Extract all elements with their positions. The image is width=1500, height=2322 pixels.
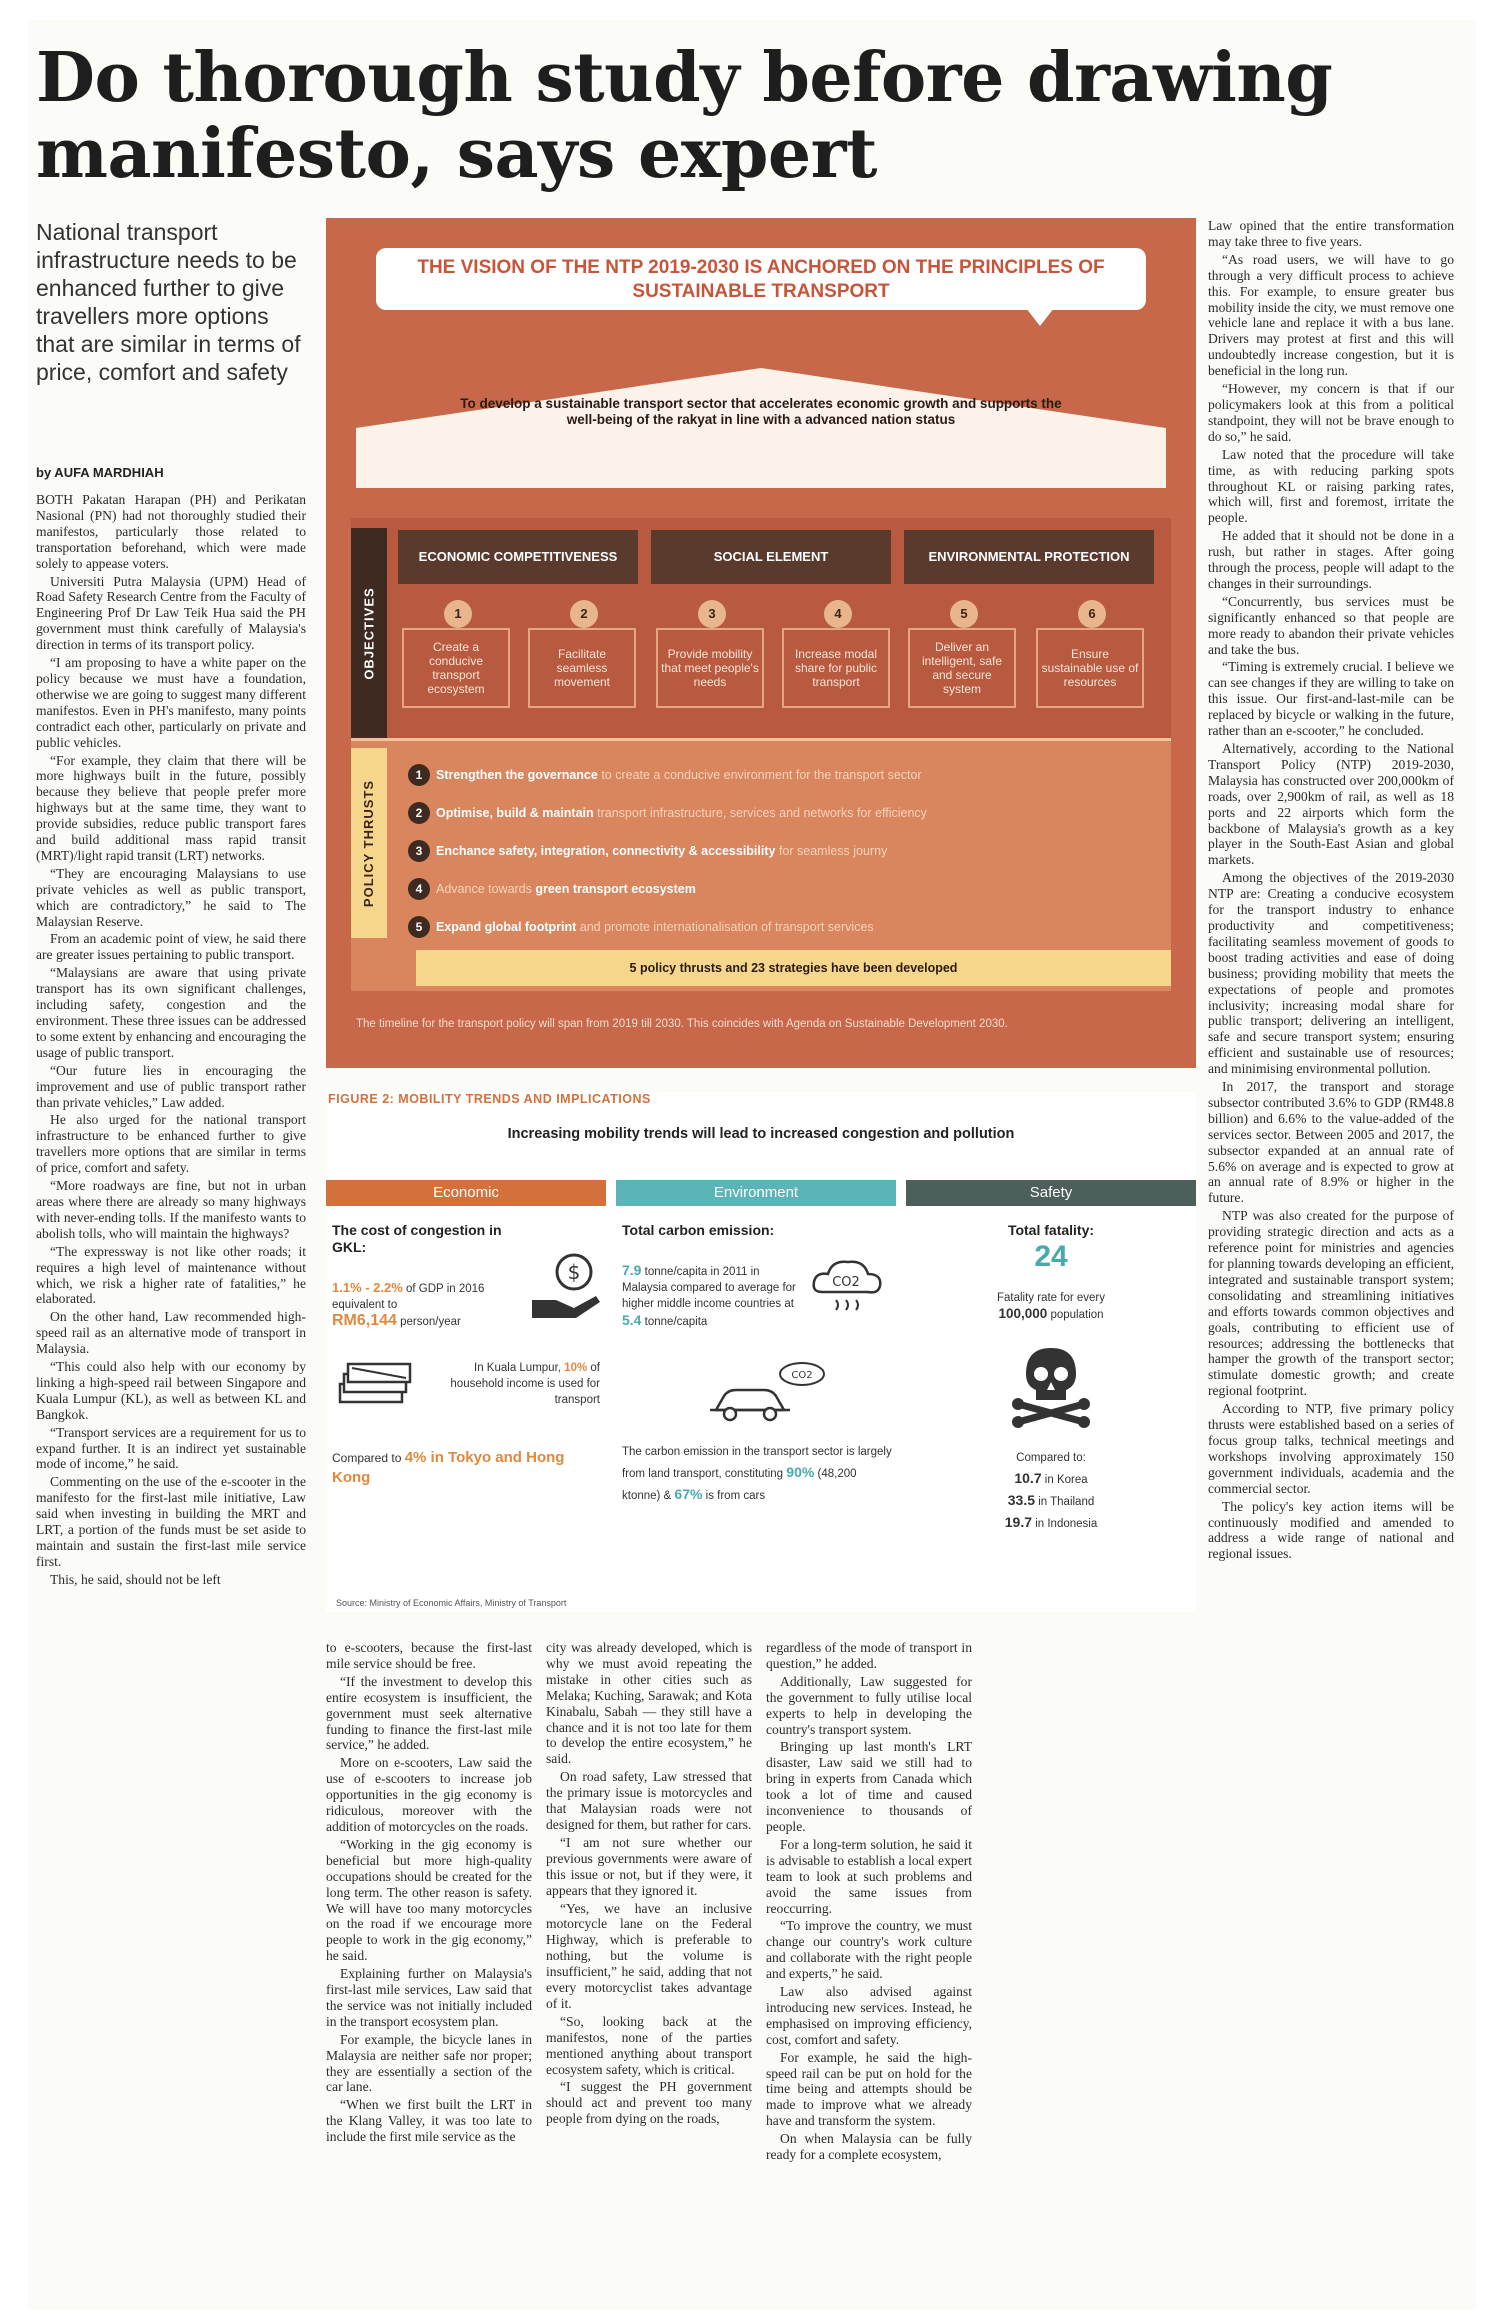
objective-number: 4 [824, 600, 852, 628]
thrust-item: Expand global footprint and promote internationalisation of transport services [436, 920, 874, 934]
article-paragraph: Alternatively, according to the National Transport Policy (NTP) 2019-2030, Malaysia has constructed over 200,000km of roads, over 2,900km of rail, as well as 18 ports and 22 airports which form the backbone of Malaysia's growth as a key player in the South-East Asian and global markets. [1208, 741, 1454, 868]
objective-box: Provide mobility that meet people's needs [656, 628, 764, 708]
article-paragraph: Bringing up last month's LRT disaster, Law said we still had to bring in experts from Canada which took a lot of time and caused inconvenience to thousands of people. [766, 1739, 972, 1834]
article-paragraph: “Our future lies in encouraging the improvement and use of public transport rather than private vehicles,” Law added. [36, 1062, 306, 1110]
svg-text:CO2: CO2 [832, 1275, 860, 1290]
objective-number: 2 [570, 600, 598, 628]
article-paragraph: city was already developed, which is why we must avoid repeating the mistake in other cities such as Melaka; Kuching, Sarawak; and Kota Kinabalu, Sabah — they still have a chance and it is not too late for them to develop the entire ecosystem,” he said. [546, 1640, 752, 1767]
column-2 [326, 1640, 532, 2147]
article-paragraph: “When we first built the LRT in the Klang Valley, it was too late to include the first mile service as the [326, 2097, 532, 2145]
thrust-item: Strengthen the governance to create a conducive environment for the transport sector [436, 768, 922, 782]
congestion-heading: The cost of congestion in GKL: [332, 1222, 502, 1255]
fatality-heading: Total fatality: [1007, 1222, 1095, 1238]
objective-box: Ensure sustainable use of resources [1036, 628, 1144, 708]
article-paragraph: For example, the bicycle lanes in Malaysia are neither safe nor proper; they are essentially a section of the car lane. [326, 2031, 532, 2095]
objective-box: Create a conducive transport ecosystem [402, 628, 510, 708]
article-paragraph: From an academic point of view, he said there are greater issues pertaining to public transport. [36, 931, 306, 963]
thrust-item: Optimise, build & maintain transport infrastructure, services and networks for efficiency [436, 806, 927, 820]
article-paragraph: On road safety, Law stressed that the primary issue is motorcycles and that Malaysian roads were not designed for them, but rather for cars. [546, 1769, 752, 1832]
article-paragraph: In 2017, the transport and storage subsector contributed 3.6% to GDP (RM48.8 billion) and 6.6% to the value-added of the services sector. Between 2005 and 2017, the subsector expanded at an annual rate of 5.6% on average and is expected to grow at an annual rate of 8.9% or higher in the future. [1208, 1079, 1454, 1206]
objective-box: Deliver an intelligent, safe and secure system [908, 628, 1016, 708]
article-paragraph: Commenting on the use of the e-scooter in the manifesto for the first-last mile initiative, Law said when investing in building the MRT and LRT, a portion of the funds must be set aside to maintain and sustain the first-last mile service first. [36, 1474, 306, 1569]
thrust-item: Advance towards green transport ecosystem [436, 882, 696, 896]
article-paragraph: “Malaysians are aware that using private transport has its own significant challenges, including safety, congestion and the environment. These three issues can be addressed to some extent by enhancing and encouraging the usage of public transport. [36, 965, 306, 1060]
article-paragraph: Explaining further on Malaysia's first-last mile services, Law said that the service was not initially included in the transport ecosystem plan. [326, 1966, 532, 2029]
tab-safety: Safety [906, 1180, 1196, 1206]
fatality-value: 24 [1034, 1240, 1068, 1273]
thrust-number: 1 [408, 764, 430, 786]
fatality-rate-text: Fatality rate for every 100,000 population [996, 1292, 1105, 1321]
article-paragraph: He also urged for the national transport infrastructure to be enhanced further to give travellers more options that are similar in terms of price, comfort and safety. [36, 1112, 306, 1176]
newspaper-page [28, 20, 1476, 2310]
tokyo-compare-text: Compared to 4% in Tokyo and Hong Kong [332, 1449, 565, 1486]
article-paragraph: “This could also help with our economy by linking a high-speed rail between Singapore and Kuala Lumpur (KL), as well as between KL and Bangkok. [36, 1359, 306, 1422]
article-paragraph: “I am proposing to have a white paper on the policy because we must have a foundation, otherwise we are going to suggest many different manifestos. Even in PH's manifesto, many points contradict each other, particularly on private and public vehicles. [36, 655, 306, 750]
article-paragraph: “Concurrently, bus services must be significantly enhanced so that people are more ready to abandon their private vehicles and take the bus. [1208, 593, 1454, 657]
article-paragraph: “So, looking back at the manifestos, none of the parties mentioned anything about transport ecosystem safety, which is critical. [546, 2013, 752, 2077]
figure-subtitle: Increasing mobility trends will lead to increased congestion and pollution [507, 1126, 1015, 1142]
banknotes-icon [336, 1354, 416, 1414]
article-paragraph: Law also advised against introducing new services. Instead, he emphasised on improving efficiency, cost, comfort and safety. [766, 1984, 972, 2047]
article-paragraph: “However, my concern is that if our policymakers look at this from a political standpoint, they will not be brave enough to do so,” he said. [1208, 381, 1454, 444]
article-paragraph: According to NTP, five primary policy thrusts were established based on a series of focus group talks, technical meetings and workshops involving approximately 150 government individuals, academia and the commercial sector. [1208, 1401, 1454, 1496]
objective-box: Increase modal share for public transport [782, 628, 890, 708]
article-paragraph: “To improve the country, we must change our country's work culture and collaborate with the right people and experts,” he said. [766, 1918, 972, 1982]
objective-number: 6 [1078, 600, 1106, 628]
objectives-label: OBJECTIVES [351, 528, 387, 738]
byline: by AUFA MARDHIAH [36, 465, 164, 480]
svg-text:CO2: CO2 [791, 1370, 813, 1381]
article-paragraph: “Transport services are a requirement for us to expand further. It is an indirect yet sustainable mode of income,” he said. [36, 1424, 306, 1472]
pillar-economic: ECONOMIC COMPETITIVENESS [398, 530, 638, 584]
tab-environment: Environment [616, 1180, 896, 1206]
objective-number: 5 [950, 600, 978, 628]
article-paragraph: “Timing is extremely crucial. I believe we can see changes if they are willing to take on this issue. Our first-and-last-mile can be replaced by bicycle or walking in the future, rather than an e-scooter,” he concluded. [1208, 659, 1454, 739]
land-transport-text: The carbon emission in the transport sector is largely from land transport, constituting 90% (48,200 ktonne) & 67% is from cars [622, 1446, 892, 1502]
article-paragraph: The policy's key action items will be continuously modified and amended to address a wide range of national and regional issues. [1208, 1498, 1454, 1562]
article-paragraph: “If the investment to develop this entire ecosystem is insufficient, the government must seek alternative funding to finance the first-last mile service,” he added. [326, 1673, 532, 1753]
column-4 [766, 1640, 972, 2165]
objective-number: 1 [444, 600, 472, 628]
co2-cloud-icon [808, 1252, 888, 1322]
article-paragraph: “More roadways are fine, but not in urban areas where there are already so many highways with never-ending tolls. If the manifesto wants to abolish tolls, who will maintain the highways? [36, 1178, 306, 1241]
article-paragraph: “Yes, we have an inclusive motorcycle lane on the Federal Highway, which is preferable to nothing, but the volume is insufficient,” he said, adding that not every motorcyclist takes advantage of it. [546, 1900, 752, 2011]
article-paragraph: “As road users, we will have to go through a very difficult process to achieve this. For example, to ensure greater bus mobility inside the city, we must remove one vehicle lane and replace it with a bus lane. Drivers may protest at first and this will undoubtedly increase congestion, but it is beneficial in the long run. [1208, 251, 1454, 379]
article-paragraph: to e-scooters, because the first-last mile service should be free. [326, 1640, 532, 1671]
article-paragraph: Among the objectives of the 2019-2030 NTP are: Creating a conducive ecosystem for the transport industry to enhance productivity and competitiveness; facilitating seamless movement of goods to boost trading activities and ease of doing business; providing mobility that meets the expectations of people and promotes inclusivity; increasing modal share for public transport; delivering an intelligent, safe and secure transport system; ensuring efficient and sustainable use of resources; and minimising environmental pollution. [1208, 870, 1454, 1077]
svg-text:$: $ [567, 1260, 581, 1284]
thrust-number: 2 [408, 802, 430, 824]
column-left [36, 492, 306, 1590]
thrust-item: Enchance safety, integration, connectivity & accessibility for seamless journy [436, 844, 888, 858]
thrust-number: 5 [408, 916, 430, 938]
article-paragraph: “They are encouraging Malaysians to use private vehicles as well as public transport, which are contradictory,” he said to The Malaysian Reserve. [36, 865, 306, 929]
money-hand-icon [526, 1250, 606, 1320]
article-paragraph: For example, he said the high-speed rail can be put on hold for the time being and attempts should be made to improve what we already have and transform the system. [766, 2049, 972, 2129]
article-paragraph: “For example, they claim that there will be more highways built in the future, possibly because they believe that people prefer more highways but at the same time, they want to provide subsidies, reduce public transport fares and build additional mass rapid transit (MRT)/light rapid transit (LRT) networks. [36, 752, 306, 863]
car-emission-icon [706, 1360, 836, 1430]
headline: Do thorough study before drawing manifesto, says expert [36, 38, 1333, 194]
article-paragraph: “I am not sure whether our previous governments were aware of this issue or not, but if they were, it appears that they ignored it. [546, 1834, 752, 1898]
objective-number: 3 [698, 600, 726, 628]
thrusts-label: POLICY THRUSTS [351, 748, 387, 938]
figure-mobility-trends [326, 1092, 1196, 1612]
article-paragraph: Universiti Putra Malaysia (UPM) Head of Road Safety Research Centre from the Faculty of Engineering Prof Dr Law Teik Hua said the PH government must think carefully of Malaysia's direction in terms of its transport policy. [36, 573, 306, 653]
vision-bubble: THE VISION OF THE NTP 2019-2030 IS ANCHORED ON THE PRINCIPLES OF SUSTAINABLE TRANSPORT [376, 248, 1146, 310]
pillar-environmental: ENVIRONMENTAL PROTECTION [904, 530, 1154, 584]
mission-text: To develop a sustainable transport sector that accelerates economic growth and supports the well-being of the rakyat in line with a advanced nation status [460, 396, 1062, 427]
timeline-note: The timeline for the transport policy will span from 2019 till 2030. This coincides with Agenda on Sustainable Development 2030. [356, 1018, 1008, 1030]
article-paragraph: “Working in the gig economy is beneficial but more high-quality occupations should be created for the long term. The other reason is safety. We will have too many motorcycles on the road if we encourage more people to work in the gig economy,” he said. [326, 1836, 532, 1964]
objective-box: Facilitate seamless movement [528, 628, 636, 708]
column-right [1208, 218, 1454, 1564]
thrust-number: 3 [408, 840, 430, 862]
figure-source: Source: Ministry of Economic Affairs, Ministry of Transport [336, 1598, 567, 1608]
ntp-infographic [326, 218, 1196, 1068]
article-paragraph: “The expressway is not like other roads; it requires a high level of maintenance without which, we risk a higher rate of fatalities,” he elaborated. [36, 1243, 306, 1307]
article-paragraph: For a long-term solution, he said it is advisable to establish a local expert team to look at such problems and avoid the same issues from reoccurring. [766, 1836, 972, 1916]
article-paragraph: regardless of the mode of transport in question,” he added. [766, 1640, 972, 1671]
figure-title: FIGURE 2: MOBILITY TRENDS AND IMPLICATIONS [328, 1092, 651, 1106]
carbon-text: 7.9 tonne/capita in 2011 in Malaysia compared to average for higher middle income countries at 5.4 tonne/capita [622, 1262, 796, 1328]
article-paragraph: NTP was also created for the purpose of providing strategic direction and acts as a reference point for ministries and agencies for planning towards developing an efficient, integrated and sustainable transport system; consolidating and streamlining initiatives and efforts towards common objectives and goals, contributing to efficient use of resources; addressing the bottlenecks that hamper the growth of the transport sector; stimulate domestic growth; and create regional footprint. [1208, 1208, 1454, 1399]
article-paragraph: On the other hand, Law recommended high-speed rail as an alternative mode of transport in Malaysia. [36, 1309, 306, 1357]
pillar-social: SOCIAL ELEMENT [651, 530, 891, 584]
article-paragraph: “I suggest the PH government should act and prevent too many people from dying on the roads, [546, 2079, 752, 2127]
deck: National transport infrastructure needs to be enhanced further to give travellers more options that are similar in terms of price, comfort and safety [36, 219, 301, 385]
article-paragraph: On when Malaysia can be fully ready for a complete ecosystem, [766, 2131, 972, 2163]
skull-crossbones-icon [1006, 1342, 1096, 1432]
article-paragraph: Additionally, Law suggested for the government to fully utilise local experts to help in developing the country's transport system. [766, 1673, 972, 1737]
bubble-tail [1026, 308, 1054, 326]
article-paragraph: More on e-scooters, Law said the use of e-scooters to increase job opportunities in the gig economy is ridiculous, moreover with the addition of motorcycles on the roads. [326, 1755, 532, 1834]
article-paragraph: Law opined that the entire transformation may take three to five years. [1208, 218, 1454, 249]
carbon-heading: Total carbon emission: [622, 1222, 775, 1238]
article-paragraph: This, he said, should not be left [50, 1571, 221, 1587]
congestion-text: 1.1% - 2.2% of GDP in 2016 equivalent to RM6,144 person/year [332, 1280, 485, 1329]
article-paragraph: BOTH Pakatan Harapan (PH) and Perikatan Nasional (PN) had not thoroughly studied their manifestos, particularly those related to transportation beforehand, which were made solely to appease voters. [36, 492, 306, 571]
article-paragraph: Law noted that the procedure will take time, as with reducing parking spots throughout KL or raising parking rates, which will, first and foremost, irritate the people. [1208, 446, 1454, 526]
tab-economic: Economic [326, 1180, 606, 1206]
mission-roof [356, 368, 1166, 488]
article-paragraph: He added that it should not be done in a rush, but rather in stages. After going through the process, people will adapt to the changes in their surroundings. [1208, 528, 1454, 591]
kl-income-text: In Kuala Lumpur, 10% of household income is used for transport [450, 1362, 600, 1406]
thrust-number: 4 [408, 878, 430, 900]
column-3 [546, 1640, 752, 2129]
fatality-compare-text: Compared to: 10.7 in Korea 33.5 in Thailand 19.7 in Indonesia [1004, 1452, 1098, 1530]
thrusts-footer: 5 policy thrusts and 23 strategies have been developed [416, 950, 1171, 986]
